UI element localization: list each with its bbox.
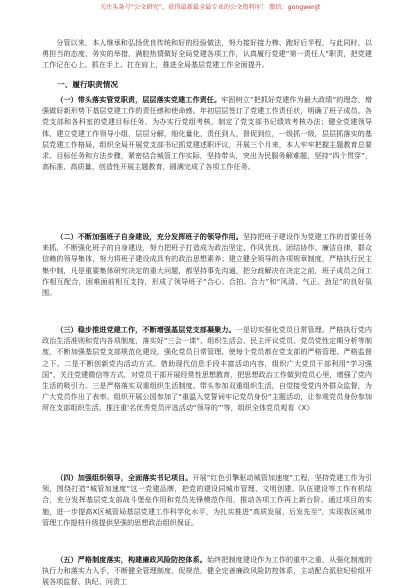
item-paragraph-5 xyxy=(42,554,372,588)
header-note: 关注头条号“公文研究”，获得最新最全最专业的公文资料库！ 微信：gongwenjt xyxy=(99,4,321,11)
item-body-5: 始终把制度建设作为工作的重中之重，从强化制度的执行力和落实力入手，不断健全管理制度、促规范，健全完善廉政风险防控体系，主动配合派驻纪检组开展各项监督、执纪、问责工 xyxy=(42,555,372,587)
item-paragraph-2 xyxy=(42,231,372,320)
item-body-3: 一是切实强化党员日常管理。严格执行党内政治生活准则和党内各项制度，落实好“三会一课”、组织生活会、民主评议党员、党员党性定期分析等制度，不断加强基层党支部规范化建设，强化党员日常管理，使每个党员都在党支部的严格管理、严格监督之下。二是不断创新党内活动方式。借助现代信息手段丰富活动内容，组织广大党员干部利用“学习强国”、关注党建微信等方式，对党员干部开展经常性思想教育，把思想政治工作做到党员心里，增强了党内生活的吸引力。三是严格落实双重组织生活制度。带头参加双重组织生活，自觉接受党内外群众监督，为广大党员作出了表率。组织开展公园参加了“重温入党誓词牢记党员身份”主题活动，让参观党员身份参加所在支部组织生活。推注重'名优秀党员评选活动“领导的”'等，组织全体党员观看《X》 xyxy=(42,325,372,412)
item-lead-3: （三）稳步推进党建工作，不断增强基层党支部凝聚力。 xyxy=(56,325,236,335)
item-lead-4: （四）加强组织领导，全面落实书记项目。 xyxy=(56,473,193,483)
spacer xyxy=(42,70,372,74)
item-lead-1: （一）带头落实管党职责，层层落实党建工作责任。 xyxy=(56,95,222,105)
item-lead-5: （五）严格制度落实，构建廉政风险防控体系。 xyxy=(56,555,207,565)
item-body-1: 牢固树立“把抓好党建作为最大政绩”的理念，增强做好新形势下基层党建工作的责任感和使命感。年初层层签订了党建工作责任状，明确了班子成员、各党支部和各科室的党建目标任务，为办实行党组考核，制定了党支部书记绩效考核办法；健全党建领导体，建立党建工作领导小组，层层分解，细化量化，责任到人，督促到位，一级抓一级，层层抓落实的基层党建工作格局，组织全局开展党支部书记抓党建述职评议，开展三个月来，本人牢牢把握主题教育总要求、目标任务和方法步骤，紧密结合城管工作实际，坚持带头，突出为民服务解难题，坚持“四个贯穿”，高标准、高质量、创造性开展主题教育，圆满完成了各项工作任务。 xyxy=(42,95,372,171)
item-body-4: 开展“红色引擎驱动城管加速度”工程，坚持党建工作为引领，围绕打造“城管加速度”这一党建品牌，把党的建设同城市管理、文明创建、队伍建设等工作有机结合，充分发挥基层党支部战斗堡垒作用和党员先锋模范作用，推动各项工作再上新台阶。通过项目的实施，进一步提高X区城管局基层党建工作科学化水平，为扎实推进“高质发展、后发先至”，实现我区城市管理工作提档升级提供坚强的思想政治组织保证。 xyxy=(42,473,372,527)
section-heading: 一、履行职责情况 xyxy=(57,80,118,90)
intro-paragraph: 分管以来，本人继承和弘扬优良传统和好的经验做法，努力接好接力棒、跑好后半程，与此同时，以勇担当的态度、务实的举措，满腔热情做好全局党建各项工作，认真履行党建“第一责任人”职责，把党建工作记在心上、抓在手上、扛在肩上，推进全局基层党建工作全面提升。 xyxy=(42,38,372,70)
item-paragraph-4 xyxy=(42,472,372,550)
item-lead-2: （二）不断加强班子自身建设，充分发挥班子的领导作用。 xyxy=(56,232,243,242)
item-body-2: 坚持把班子建设作为党建工作的首要任务来抓，不断强化班子的自身建设，努力把班子打造成为政治坚定、作风优良、团结协作、廉洁自律，群众信赖的领导集体，努力将班子建设成具有的政治思想素养；建立健全领导的各项规章制度，严格执行民主集中制，凡是重要集体研究决定的重大问题，都坚持事先沟通，把分歧解决在决定之前，班子成员之间工作相互配合，困难面前相互支持，形成了领导班子“合心、合拍、合力”和“风清、气正、劲足”的良好氛围。 xyxy=(42,232,372,297)
document-body xyxy=(42,37,372,588)
item-paragraph-3 xyxy=(42,324,372,468)
item-paragraph-1 xyxy=(42,94,372,227)
